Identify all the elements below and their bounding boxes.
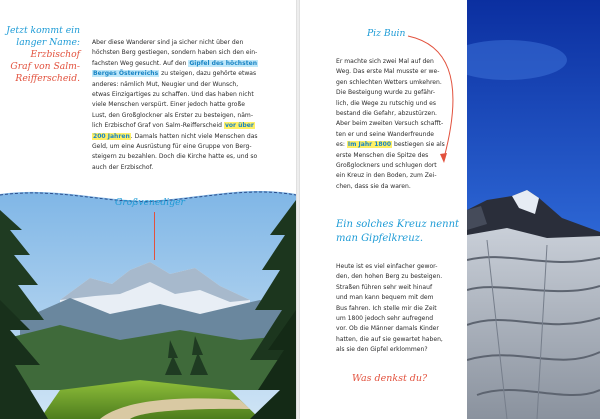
grossvenediger-photo [0, 190, 296, 419]
text-line: anderes: nämlich Mut, Neugier und der Wunsch, [92, 80, 239, 88]
text-span: fachsten Weg gesucht. Auf den [92, 59, 189, 67]
gipfelkreuz-heading [336, 218, 468, 246]
margin-note-line: Erzbischof [30, 49, 80, 60]
heading-line: Ein solches Kreuz nennt [336, 219, 460, 230]
text-line: steigern zu bezahlen. Doch die Kirche hatte es, und so [92, 153, 258, 161]
text-line: vor. Ob die Männer damals Kinder [336, 325, 439, 333]
text-line: lich, die Wege zu rutschig und es [336, 99, 437, 107]
text-line [92, 121, 292, 131]
right-paragraph [336, 57, 468, 192]
text-line: Aber beim zweiten Versuch schafft- [336, 120, 444, 128]
text-line: Lust, den Großglockner als Erster zu besteigen, näm- [92, 111, 253, 119]
text-line: Geld, um eine Ausrüstung für eine Gruppe von Berg- [92, 143, 252, 151]
left-page [0, 0, 296, 419]
text-span: lich Erzbischof Graf von Salm-Reifferscheid [92, 122, 224, 130]
text-span: es: [336, 141, 347, 149]
text-line [336, 140, 468, 150]
piz-buin-label: Piz Buin [367, 28, 406, 39]
callout-line [154, 212, 155, 260]
text-line: den, den hohen Berg zu besteigen. [336, 273, 443, 281]
text-line: Straßen führen sehr weit hinauf [336, 283, 433, 291]
text-line: hatten, die auf sie gewartet haben, [336, 335, 443, 343]
text-line: bestand die Gefahr, abzustürzen. [336, 110, 437, 118]
text-line: ten er und seine Wanderfreunde [336, 130, 435, 138]
piz-buin-photo [467, 0, 600, 419]
text-line: Die Besteigung wurde zu gefähr- [336, 89, 436, 97]
margin-note-line: Graf von Salm- [10, 61, 80, 72]
text-line: chen, dass sie da waren. [336, 182, 411, 190]
text-line: erste Menschen die Spitze des [336, 151, 429, 159]
highlight-summit: Gipfel des höchsten [189, 59, 257, 67]
text-line: viele Menschen verspürt. Einer jedoch hatte große [92, 101, 245, 109]
margin-note-line: Reifferscheid. [15, 73, 80, 84]
text-line: Aber diese Wanderer sind ja sicher nicht über den [92, 39, 244, 46]
text-line: etwas Einzigartiges zu schaffen. Und das haben nicht [92, 91, 254, 99]
margin-note [6, 25, 80, 85]
text-span: bestiegen sie als [392, 141, 445, 149]
text-line: Weg. Das erste Mal musste er we- [336, 68, 440, 76]
highlight-1800: Im Jahr 1800 [347, 141, 392, 149]
text-line: als sie den Gipfel erklommen? [336, 346, 428, 354]
heading-line: man Gipfelkreuz. [336, 233, 424, 244]
text-line: gen schlechten Wetters umkehren. [336, 78, 442, 86]
text-line: ein Kreuz in den Boden, zum Zei- [336, 172, 437, 180]
margin-note-line: langer Name: [16, 37, 80, 48]
text-span: zu steigen, dazu gehörte etwas [159, 70, 257, 78]
grossvenediger-label: Großvenediger [115, 197, 185, 208]
text-line: Großglockners und schlugen dort [336, 162, 437, 170]
question-prompt: Was denkst du? [352, 373, 428, 384]
text-line: höchsten Berg gestiegen, sondern haben sich den ein- [92, 49, 258, 57]
text-line [92, 132, 292, 142]
text-line [92, 59, 292, 69]
right-paragraph-2 [336, 262, 468, 356]
text-line: Bus fahren. Ich stelle mir die Zeit [336, 304, 437, 312]
text-line: um 1800 jedoch sehr aufregend [336, 315, 434, 323]
text-line: Er machte sich zwei Mal auf den [336, 58, 434, 65]
highlight-austria: Berges Österreichs [93, 70, 159, 78]
text-line: und man kann bequem mit dem [336, 294, 434, 302]
text-line: Heute ist es viel einfacher gewor- [336, 263, 438, 270]
highlight-years-2: 200 Jahren [93, 132, 130, 140]
left-paragraph [92, 38, 292, 173]
margin-note-line: Jetzt kommt ein [6, 25, 80, 36]
text-span: . Damals hatten nicht viele Menschen das [130, 132, 258, 140]
text-line: auch der Erzbischof. [92, 163, 154, 171]
highlight-years: vor über [224, 122, 254, 130]
text-line [92, 69, 292, 79]
